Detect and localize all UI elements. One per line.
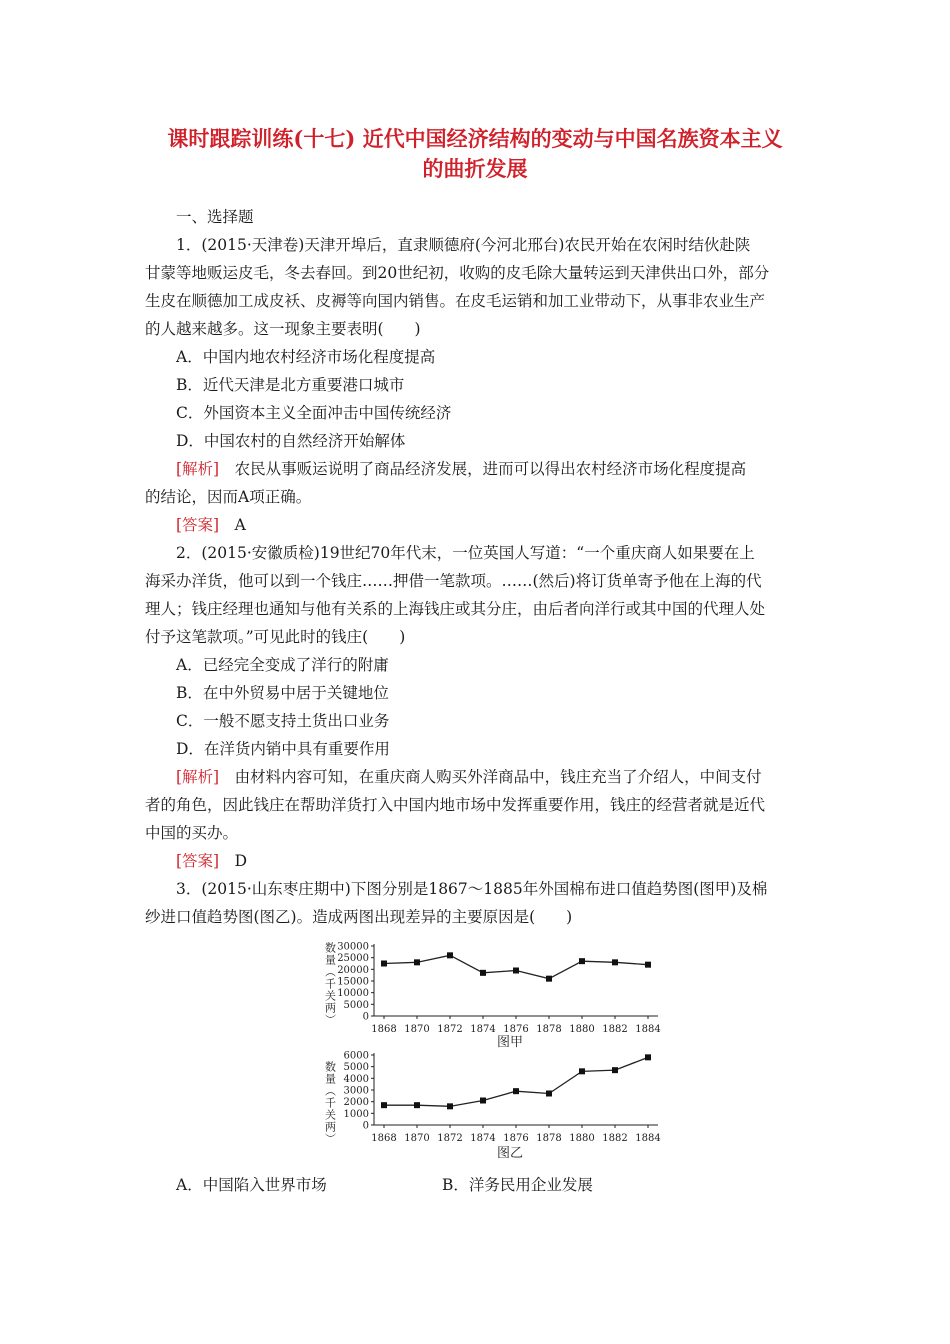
q1-analysis bbox=[176, 455, 810, 483]
q1-stem-line: 甘蒙等地贩运皮毛，冬去春回。到20世纪初，收购的皮毛除大量转运到天津供出口外，部分 bbox=[145, 264, 770, 282]
q1-option: C．外国资本主义全面冲击中国传统经济 bbox=[176, 404, 452, 422]
x-tick-label: 1878 bbox=[536, 1133, 562, 1144]
y-tick-label: 0 bbox=[362, 1120, 369, 1132]
q3-option: B．洋务民用企业发展 bbox=[442, 1176, 593, 1194]
y-axis-label: 数量（千关两） bbox=[323, 1061, 337, 1145]
y-tick-label: 3000 bbox=[343, 1085, 369, 1097]
x-tick-label: 1878 bbox=[536, 1024, 562, 1035]
x-tick-label: 1868 bbox=[371, 1133, 397, 1144]
q1-analysis-cont: 的结论，因而A项正确。 bbox=[145, 488, 312, 506]
q1-stem-line: 的人越来越多。这一现象主要表明( ) bbox=[145, 320, 421, 338]
x-tick-label: 1874 bbox=[470, 1024, 496, 1035]
data-point bbox=[381, 1102, 387, 1108]
analysis-text: 农民从事贩运说明了商品经济发展，进而可以得出农村经济市场化程度提高 bbox=[234, 460, 747, 478]
data-point bbox=[645, 1054, 651, 1060]
x-tick-label: 1868 bbox=[371, 1024, 397, 1035]
data-point bbox=[612, 1067, 618, 1073]
q2-analysis-cont: 中国的买办。 bbox=[145, 824, 239, 842]
x-tick-labels bbox=[371, 1133, 660, 1144]
chart-title: 图甲 bbox=[496, 1035, 524, 1050]
q1-answer bbox=[176, 511, 810, 539]
y-tick-label: 30000 bbox=[337, 941, 369, 953]
q2-stem-line: 海采办洋货，他可以到一个钱庄……押借一笔款项。……(然后)将订货单寄予他在上海的代 bbox=[145, 572, 762, 590]
data-point bbox=[513, 968, 519, 974]
section-heading: 一、选择题 bbox=[176, 208, 254, 226]
data-point bbox=[513, 1088, 519, 1094]
x-tick-labels bbox=[371, 1024, 660, 1035]
data-point bbox=[579, 958, 585, 964]
q2-analysis bbox=[176, 763, 810, 791]
data-point bbox=[546, 1091, 552, 1097]
data-point bbox=[381, 961, 387, 967]
answer-value: D bbox=[234, 852, 248, 870]
chart-title: 图乙 bbox=[496, 1146, 524, 1161]
q2-option: D．在洋货内销中具有重要作用 bbox=[176, 740, 390, 758]
title-line-1: 课时跟踪训练(十七) 近代中国经济结构的变动与中国名族资本主义 bbox=[167, 126, 783, 151]
analysis-tag: [解析] bbox=[176, 460, 220, 478]
x-tick-label: 1876 bbox=[503, 1024, 529, 1035]
q1-stem-line: 1．(2015·天津卷)天津开埠后，直隶顺德府(今河北邢台)农民开始在农闲时结伙赴陕 bbox=[176, 236, 751, 254]
q1-option: A．中国内地农村经济市场化程度提高 bbox=[176, 348, 436, 366]
x-tick-label: 1880 bbox=[569, 1024, 595, 1035]
q2-option: C．一般不愿支持土货出口业务 bbox=[176, 712, 390, 730]
q2-analysis-cont: 者的角色，因此钱庄在帮助洋货打入中国内地市场中发挥重要作用，钱庄的经营者就是近代 bbox=[145, 796, 766, 814]
q2-stem-line: 付予这笔款项。”可见此时的钱庄( ) bbox=[145, 628, 406, 646]
y-tick-label: 10000 bbox=[337, 988, 369, 1000]
y-tick-label: 5000 bbox=[343, 999, 369, 1011]
y-tick-label: 0 bbox=[362, 1011, 369, 1023]
data-point bbox=[414, 1102, 420, 1108]
q3-stem-line: 3．(2015·山东枣庄期中)下图分别是1867～1885年外国棉布进口值趋势图(图甲)及棉 bbox=[176, 880, 768, 898]
chart-jia bbox=[318, 938, 668, 1050]
data-points bbox=[381, 1054, 651, 1109]
y-tick-label: 20000 bbox=[337, 964, 369, 976]
series-line bbox=[384, 1057, 648, 1106]
data-point bbox=[645, 962, 651, 968]
y-tick-label: 1000 bbox=[343, 1108, 369, 1120]
data-point bbox=[480, 1098, 486, 1104]
q2-answer bbox=[176, 847, 810, 875]
q1-option: D．中国农村的自然经济开始解体 bbox=[176, 432, 406, 450]
data-point bbox=[414, 959, 420, 965]
y-tick-label: 2000 bbox=[343, 1097, 369, 1109]
page-title bbox=[120, 124, 830, 184]
answer-value: A bbox=[234, 516, 246, 534]
q2-option: A．已经完全变成了洋行的附庸 bbox=[176, 656, 389, 674]
data-points bbox=[381, 952, 651, 981]
q1-stem-line: 生皮在顺德加工成皮袄、皮褥等向国内销售。在皮毛运销和加工业带动下，从事非农业生产 bbox=[145, 292, 766, 310]
x-tick-label: 1876 bbox=[503, 1133, 529, 1144]
analysis-text: 由材料内容可知，在重庆商人购买外洋商品中，钱庄充当了介绍人，中间支付 bbox=[234, 768, 762, 786]
answer-tag: [答案] bbox=[176, 852, 220, 870]
x-tick-label: 1874 bbox=[470, 1133, 496, 1144]
x-tick-label: 1882 bbox=[602, 1133, 628, 1144]
chart-axes bbox=[371, 944, 658, 1019]
data-point bbox=[447, 952, 453, 958]
x-tick-label: 1872 bbox=[437, 1133, 463, 1144]
x-tick-label: 1882 bbox=[602, 1024, 628, 1035]
data-point bbox=[612, 959, 618, 965]
y-tick-labels bbox=[344, 1051, 369, 1132]
q3-stem-line: 纱进口值趋势图(图乙)。造成两图出现差异的主要原因是( ) bbox=[145, 908, 573, 926]
x-tick-label: 1872 bbox=[437, 1024, 463, 1035]
data-point bbox=[480, 970, 486, 976]
series-line bbox=[384, 955, 648, 978]
y-tick-label: 15000 bbox=[337, 976, 369, 988]
x-tick-label: 1870 bbox=[404, 1133, 430, 1144]
data-point bbox=[546, 976, 552, 982]
y-tick-label: 6000 bbox=[343, 1050, 369, 1062]
x-tick-label: 1884 bbox=[635, 1133, 661, 1144]
q2-stem-line: 2．(2015·安徽质检)19世纪70年代末，一位英国人写道：“一个重庆商人如果要在上 bbox=[176, 544, 755, 562]
y-tick-labels bbox=[337, 942, 369, 1023]
analysis-tag: [解析] bbox=[176, 768, 220, 786]
data-point bbox=[447, 1103, 453, 1109]
y-tick-label: 5000 bbox=[343, 1062, 369, 1074]
q2-stem-line: 理人；钱庄经理也通知与他有关系的上海钱庄或其分庄，由后者向洋行或其中国的代理人处 bbox=[145, 600, 766, 618]
y-tick-label: 4000 bbox=[343, 1073, 369, 1085]
title-line-2: 的曲折发展 bbox=[422, 156, 528, 181]
data-point bbox=[579, 1068, 585, 1074]
chart-yi bbox=[318, 1047, 668, 1163]
x-tick-label: 1880 bbox=[569, 1133, 595, 1144]
q2-option: B．在中外贸易中居于关键地位 bbox=[176, 684, 389, 702]
q3-option: A．中国陷入世界市场 bbox=[176, 1176, 327, 1194]
y-tick-label: 25000 bbox=[337, 953, 369, 965]
x-tick-label: 1870 bbox=[404, 1024, 430, 1035]
answer-tag: [答案] bbox=[176, 516, 220, 534]
x-tick-label: 1884 bbox=[635, 1024, 661, 1035]
q1-option: B．近代天津是北方重要港口城市 bbox=[176, 376, 405, 394]
y-axis-label: 数量（千关两） bbox=[323, 942, 337, 1026]
